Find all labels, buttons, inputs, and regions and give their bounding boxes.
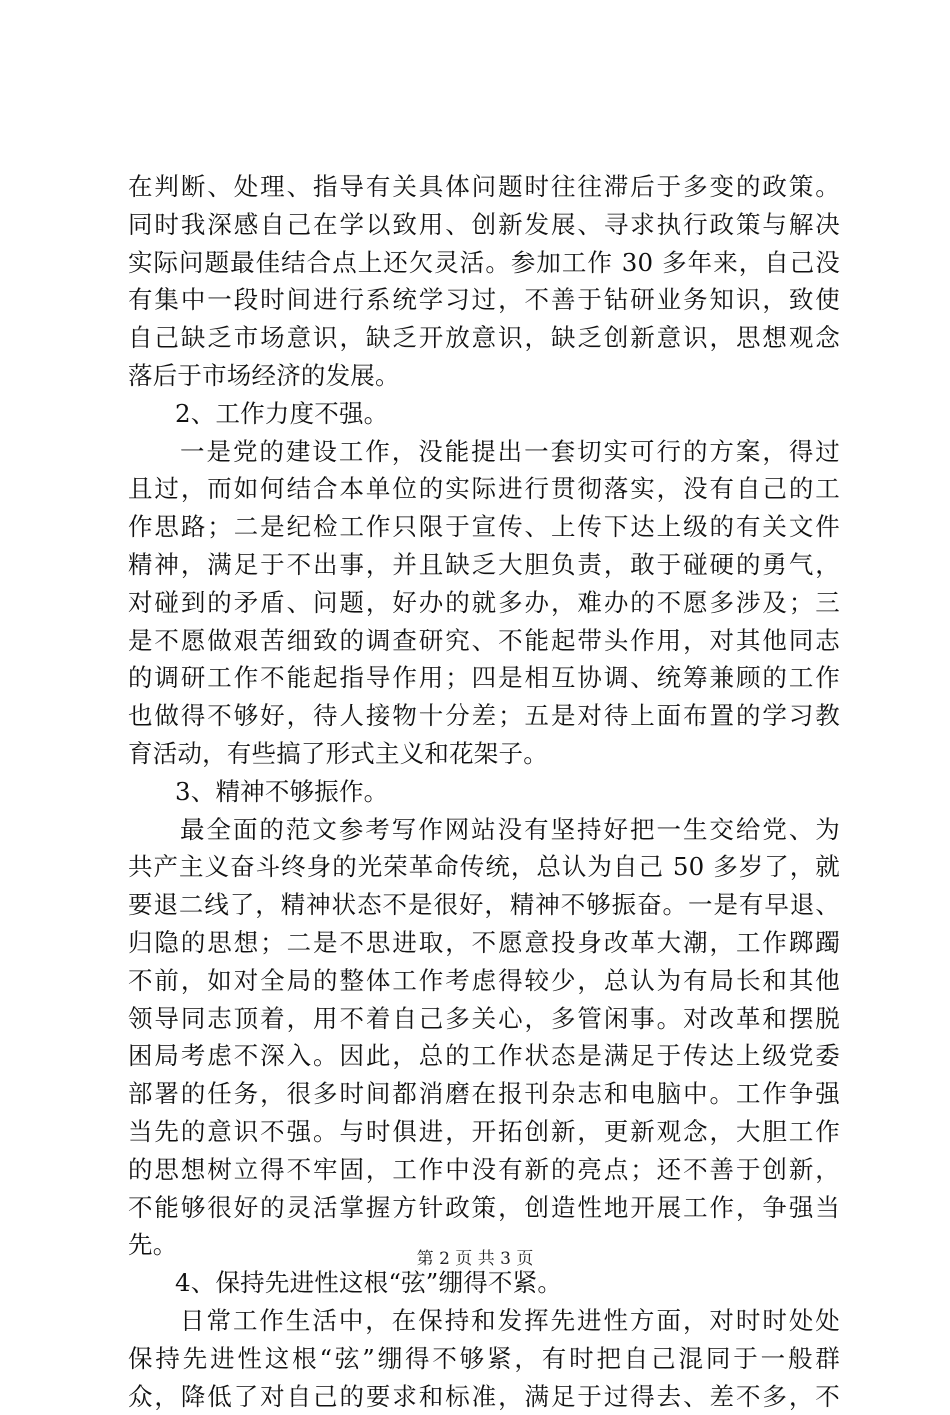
paragraph-line: 育活动，有些搞了形式主义和花架子。 [128,735,840,773]
paragraph-line: 实际问题最佳结合点上还欠灵活。参加工作 30 多年来，自己没 [128,244,840,282]
paragraph-line: 当先的意识不强。与时俱进，开拓创新，更新观念，大胆工作 [128,1113,840,1151]
section-heading: 4、保持先进性这根“弦”绷得不紧。 [128,1264,840,1302]
page-footer: 第 2 页 共 3 页 [0,1244,950,1269]
document-body [128,168,840,1415]
paragraph-line: 精神，满足于不出事，并且缺乏大胆负责，敢于碰硬的勇气， [128,546,840,584]
paragraph-line: 也做得不够好，待人接物十分差；五是对待上面布置的学习教 [128,697,840,735]
paragraph-line: 日常工作生活中，在保持和发挥先进性方面，对时时处处 [128,1302,840,1340]
paragraph-line: 的思想树立得不牢固，工作中没有新的亮点；还不善于创新， [128,1151,840,1189]
section-heading: 2、工作力度不强。 [128,395,840,433]
paragraph-line: 领导同志顶着，用不着自己多关心，多管闲事。对改革和摆脱 [128,1000,840,1038]
paragraph-line: 困局考虑不深入。因此，总的工作状态是满足于传达上级党委 [128,1037,840,1075]
paragraph-line: 的调研工作不能起指导作用；四是相互协调、统筹兼顾的工作 [128,659,840,697]
paragraph-line: 保持先进性这根“弦”绷得不够紧，有时把自己混同于一般群 [128,1340,840,1378]
paragraph-line: 有集中一段时间进行系统学习过，不善于钻研业务知识，致使 [128,281,840,319]
paragraph-line: 落后于市场经济的发展。 [128,357,840,395]
paragraph-line: 共产主义奋斗终身的光荣革命传统，总认为自己 50 多岁了，就 [128,848,840,886]
paragraph-line: 在判断、处理、指导有关具体问题时往往滞后于多变的政策。 [128,168,840,206]
paragraph-line: 归隐的思想；二是不思进取，不愿意投身改革大潮，工作踯躅 [128,924,840,962]
paragraph-line: 众，降低了对自己的要求和标准，满足于过得去、差不多，不 [128,1378,840,1415]
paragraph-line: 自己缺乏市场意识，缺乏开放意识，缺乏创新意识，思想观念 [128,319,840,357]
paragraph-line: 最全面的范文参考写作网站没有坚持好把一生交给党、为 [128,811,840,849]
paragraph-line: 部署的任务，很多时间都消磨在报刊杂志和电脑中。工作争强 [128,1075,840,1113]
paragraph-line: 要退二线了，精神状态不是很好，精神不够振奋。一是有早退、 [128,886,840,924]
paragraph-line: 不能够很好的灵活掌握方针政策，创造性地开展工作，争强当 [128,1189,840,1227]
paragraph-line: 是不愿做艰苦细致的调查研究、不能起带头作用，对其他同志 [128,622,840,660]
paragraph-line: 先。 [128,1226,840,1264]
paragraph-line: 对碰到的矛盾、问题，好办的就多办，难办的不愿多涉及；三 [128,584,840,622]
paragraph-line: 一是党的建设工作，没能提出一套切实可行的方案，得过 [128,433,840,471]
paragraph-line: 且过，而如何结合本单位的实际进行贯彻落实，没有自己的工 [128,470,840,508]
paragraph-line: 作思路；二是纪检工作只限于宣传、上传下达上级的有关文件 [128,508,840,546]
paragraph-line: 不前，如对全局的整体工作考虑得较少，总认为有局长和其他 [128,962,840,1000]
paragraph-line: 同时我深感自己在学以致用、创新发展、寻求执行政策与解决 [128,206,840,244]
section-heading: 3、精神不够振作。 [128,773,840,811]
